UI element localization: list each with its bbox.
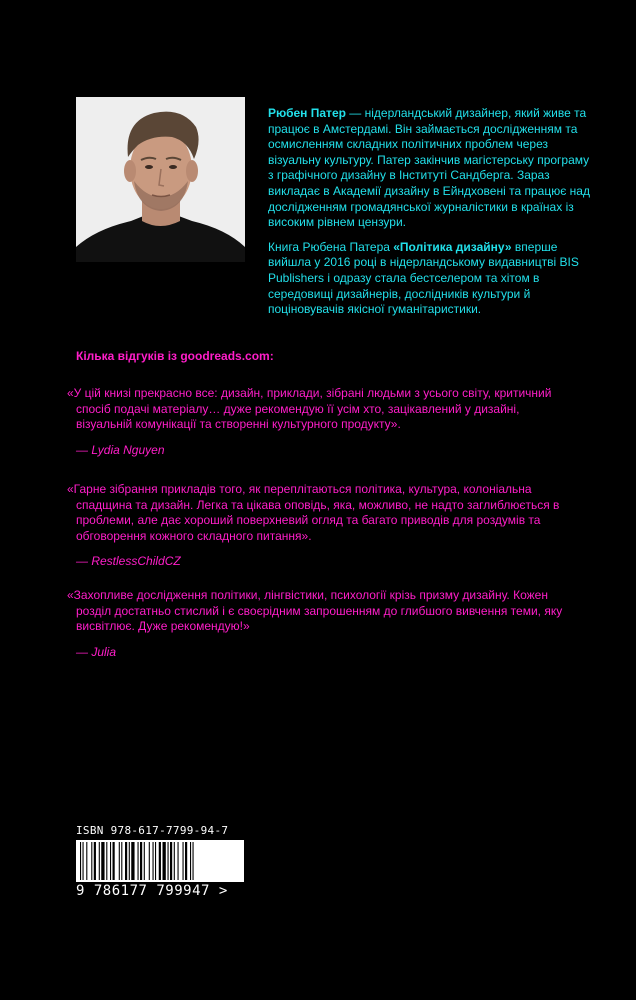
review-text: «Гарне зібрання прикладів того, як переплітаються політика, культура, колоніальна спадщина та дизайн. Легка та цікава оповідь, яка, можливо, не надто заглиблюється в проблеми, але дає хороший поверхневий огляд та багато приводів для роздумів та обговорення кожного складного питання». bbox=[67, 482, 560, 543]
bio-text-1: — нідерландський дизайнер, який живе та працює в Амстердамі. Він займається дослідженням та осмисленням складних політичних проблем через візуальну культуру. Патер закінчив магістерську програму з графічного дизайну в Інституті Сандберга. Зараз викладає в Академії дизайну в Ейндховені та працює над дослідженням громадянської журналістики в країнах із високим рівнем цензури. bbox=[268, 106, 590, 230]
bio-text-2a: Книга Рюбена Патера bbox=[268, 239, 394, 254]
author-bio bbox=[268, 106, 596, 327]
author-photo bbox=[76, 97, 245, 262]
author-name: Рюбен Патер bbox=[268, 106, 346, 120]
review-author: — Julia bbox=[76, 644, 117, 659]
isbn-label: ISBN 978-617-7799-94-7 bbox=[76, 824, 229, 837]
bio-paragraph-1 bbox=[268, 106, 596, 231]
barcode bbox=[76, 840, 244, 882]
review-1 bbox=[67, 386, 567, 458]
review-2 bbox=[67, 482, 567, 570]
review-author: — RestlessChildCZ bbox=[76, 554, 181, 569]
bio-paragraph-2 bbox=[268, 240, 596, 318]
review-text: «У цій книзі прекрасно все: дизайн, приклади, зібрані людьми з усього світу, критичний спосіб подачі матеріалу… дуже рекомендую її усім хто, зацікавлений у дизайні, візуальній комунікації та створенні культурного продукту». bbox=[67, 386, 552, 432]
bio-text-2b: вперше вийшла у 2016 році в нідерландському видавництві BIS Publishers і одразу стала бестселером та хітом в середовищі дизайнерів, дослідників культури й поціновувачів якісної гуманітаристики. bbox=[268, 239, 579, 317]
barcode-bars bbox=[76, 840, 244, 882]
review-author: — Lydia Nguyen bbox=[76, 442, 165, 457]
review-text: «Захопливе дослідження політики, лінгвістики, психології крізь призму дизайну. Кожен розділ достатньо стислий і є своєрідним запрошенням до глибшого вивчення теми, яку висвітлює. Дуже рекомендую!» bbox=[67, 588, 563, 634]
review-3 bbox=[67, 588, 567, 660]
book-title: «Політика дизайну» bbox=[393, 239, 512, 254]
barcode-block bbox=[76, 824, 248, 899]
barcode-digits: 9 786177 799947 > bbox=[76, 883, 228, 899]
reviews-heading: Кілька відгуків із goodreads.com: bbox=[76, 349, 274, 363]
